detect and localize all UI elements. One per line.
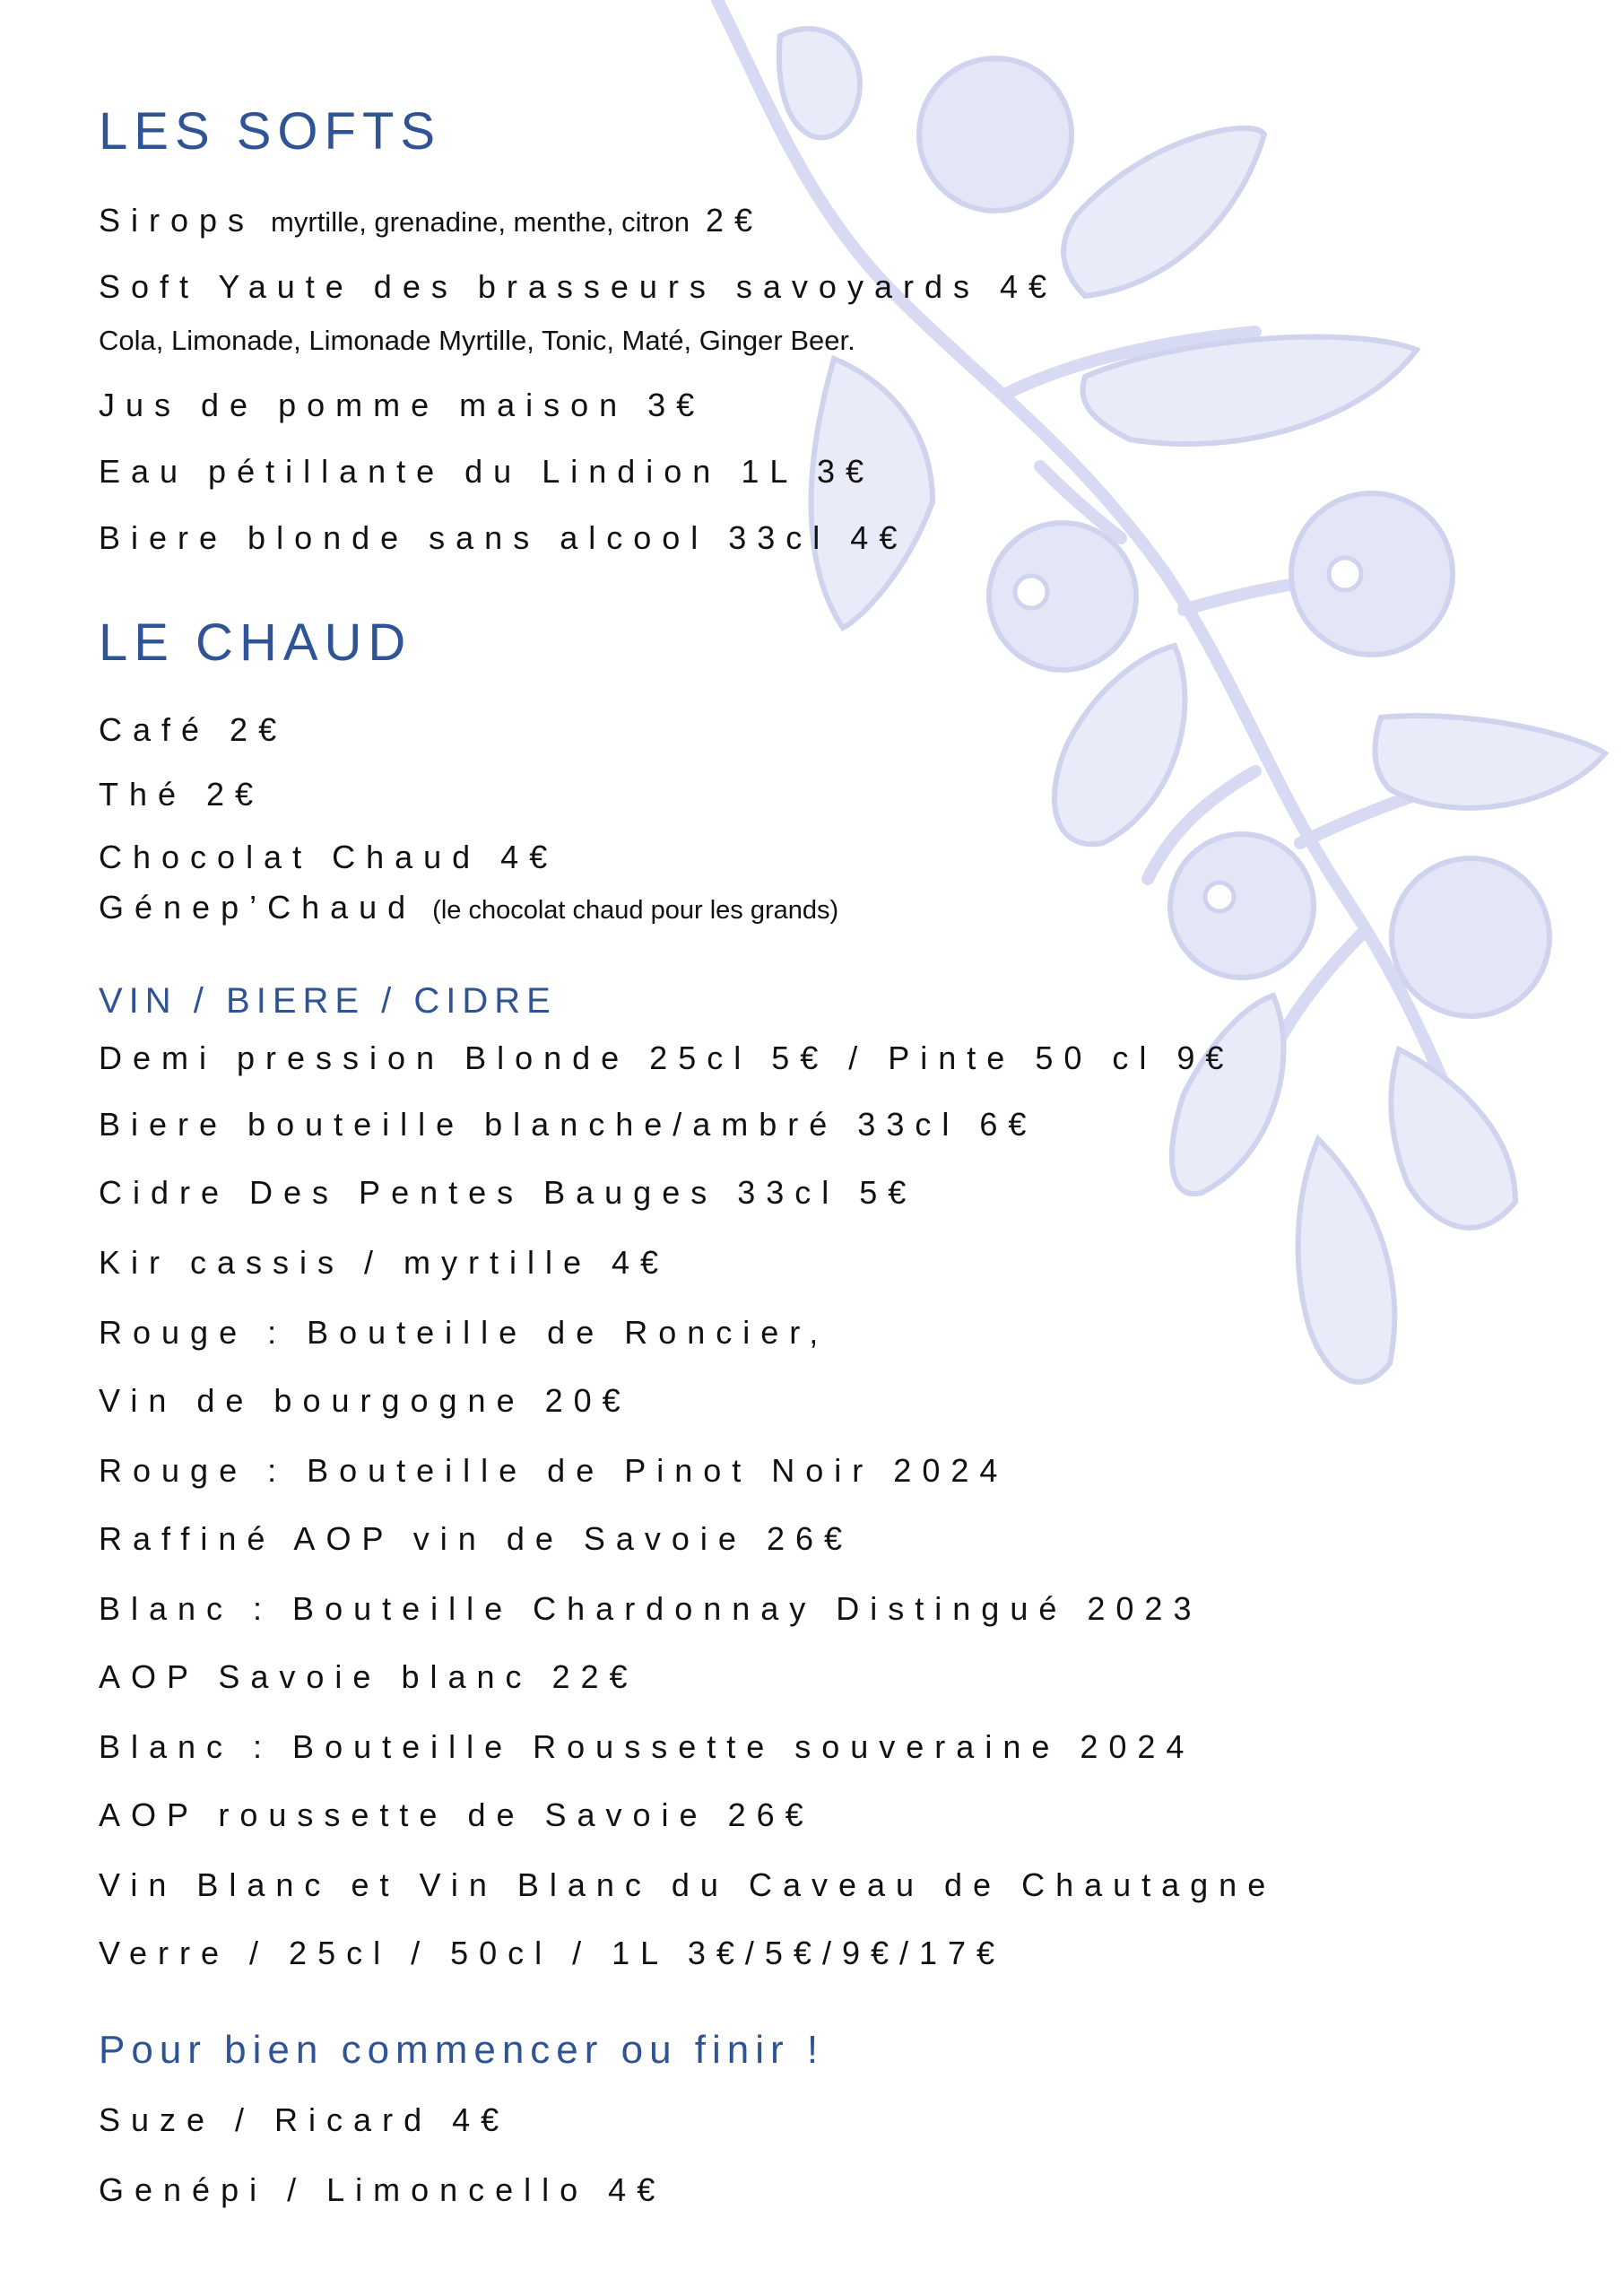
softs-heading: LES SOFTS — [99, 102, 442, 161]
genep-detail: (le chocolat chaud pour les grands) — [432, 896, 839, 925]
menu-item-verre: Verre / 25cl / 50cl / 1L 3€/5€/9€/17€ — [99, 1935, 1006, 1971]
menu-item-savoie-blanc: AOP Savoie blanc 22€ — [99, 1658, 638, 1695]
sirops-name: Sirops — [99, 202, 256, 239]
menu-item-vin-bourgogne: Vin de bourgogne 20€ — [99, 1382, 631, 1419]
sirops-price: 2€ — [705, 202, 764, 239]
menu-item-jus: Jus de pomme maison 3€ — [99, 387, 706, 423]
menu-item-raffine: Raffiné AOP vin de Savoie 26€ — [99, 1520, 854, 1557]
aperitif-heading: Pour bien commencer ou finir ! — [99, 2028, 825, 2072]
menu-item-suze-ricard: Suze / Ricard 4€ — [99, 2101, 510, 2138]
chaud-heading: LE CHAUD — [99, 613, 412, 672]
menu-item-genep-chaud — [99, 891, 838, 924]
sirops-detail: myrtille, grenadine, menthe, citron — [271, 206, 690, 238]
menu-item-sirops — [99, 204, 763, 237]
genep-name: Génep’Chaud — [99, 889, 417, 926]
menu-item-roussette-savoie: AOP roussette de Savoie 26€ — [99, 1796, 814, 1833]
menu-item-blanc-chardonnay: Blanc : Bouteille Chardonnay Distingué 2023 — [99, 1590, 1202, 1627]
soft-yaute-detail: Cola, Limonade, Limonade Myrtille, Tonic, Maté, Ginger Beer. — [99, 325, 855, 356]
menu-item-biere-bouteille: Biere bouteille blanche/ambré 33cl 6€ — [99, 1106, 1037, 1143]
menu-item-chocolat: Chocolat Chaud 4€ — [99, 839, 559, 875]
menu-item-rouge-roncier: Rouge : Bouteille de Roncier, — [99, 1314, 829, 1351]
menu-item-kir: Kir cassis / myrtille 4€ — [99, 1244, 670, 1281]
menu-item-blanc-roussette: Blanc : Bouteille Roussette souveraine 2024 — [99, 1728, 1195, 1765]
menu-item-rouge-pinot: Rouge : Bouteille de Pinot Noir 2024 — [99, 1452, 1009, 1489]
menu-item-the: Thé 2€ — [99, 776, 265, 813]
menu-item-cidre: Cidre Des Pentes Bauges 33cl 5€ — [99, 1174, 917, 1211]
menu-item-eau: Eau pétillante du Lindion 1L 3€ — [99, 453, 875, 490]
menu-item-vin-chautagne: Vin Blanc et Vin Blanc du Caveau de Chautagne — [99, 1866, 1277, 1903]
menu-item-cafe: Café 2€ — [99, 711, 288, 748]
vin-heading: VIN / BIERE / CIDRE — [99, 981, 557, 1021]
menu-item-genepi-limoncello: Genépi / Limoncello 4€ — [99, 2171, 666, 2208]
menu-item-soft-yaute: Soft Yaute des brasseurs savoyards 4€ — [99, 268, 1058, 305]
menu-item-demi-pression: Demi pression Blonde 25cl 5€ / Pinte 50 cl 9€ — [99, 1039, 1235, 1076]
menu-item-biere-sans-alcool: Biere blonde sans alcool 33cl 4€ — [99, 519, 908, 556]
